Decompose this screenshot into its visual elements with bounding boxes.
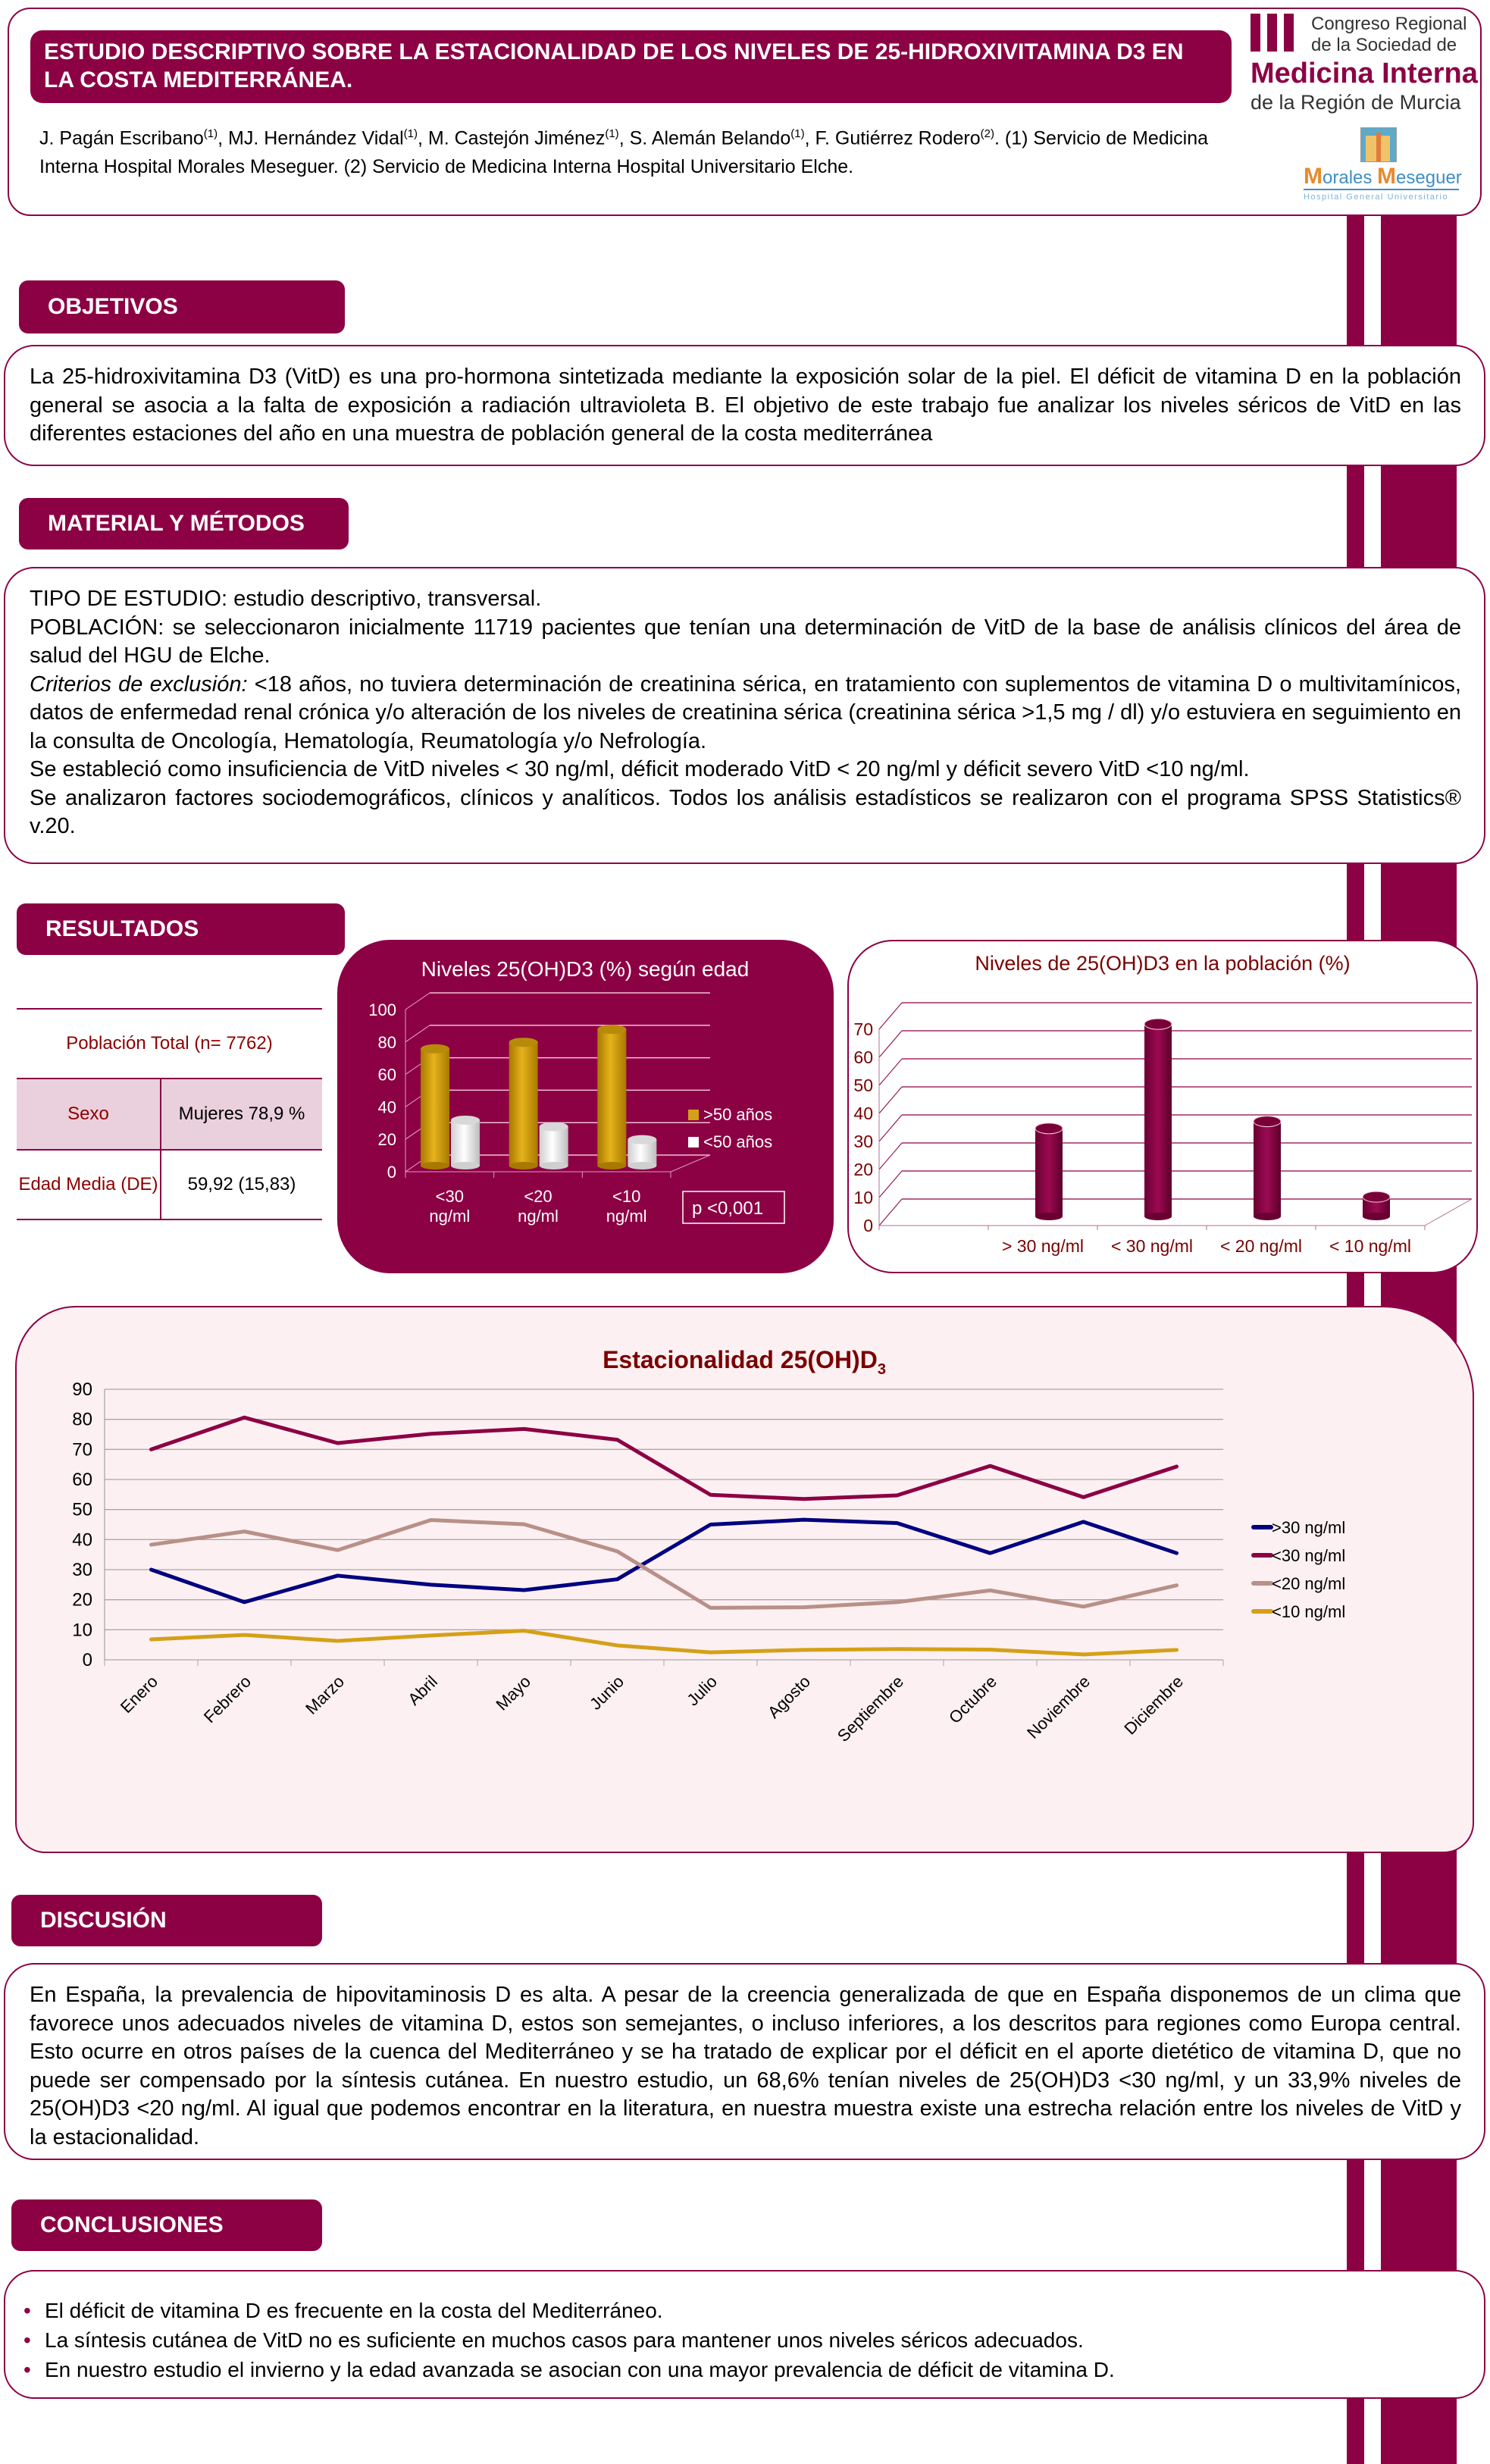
criterios xyxy=(30,671,1461,756)
grid-side-line xyxy=(405,993,430,1010)
legend-label: >30 ng/ml xyxy=(1272,1518,1346,1537)
bar-base xyxy=(1254,1213,1281,1220)
x-tick-label: Diciembre xyxy=(1120,1671,1188,1739)
bar-top xyxy=(628,1135,656,1144)
bar-base xyxy=(597,1162,626,1169)
x-tick-label: Noviembre xyxy=(1023,1671,1094,1742)
y-tick-label: 50 xyxy=(72,1499,92,1520)
x-tick-label: Junio xyxy=(586,1671,628,1714)
bar-top xyxy=(509,1038,538,1047)
floor-edge xyxy=(671,1155,710,1172)
list-item: • La síntesis cutánea de VitD no es suficiente en muchos casos para mantener unos niveles séricos adecuados. xyxy=(22,2325,1461,2355)
x-tick-label: Enero xyxy=(116,1671,162,1717)
criterios-text: <18 años, no tuviera determinación de creatinina sérica, en tratamiento con suplementos de vitamina D o multivitamínicos, datos de enfermedad renal crónica y/o alteración de los niveles de creatinina sérica (creatinina sérica >1,5 mg / dl) y/o estuviera en seguimiento en la consulta de Oncología, Hematología, Reumatología y/o Nefrología. xyxy=(30,672,1461,753)
criterios-label: Criterios de exclusión: xyxy=(30,672,248,697)
grid-side-line xyxy=(879,1171,902,1198)
y-tick-label: 0 xyxy=(863,1216,873,1235)
logo-line: de la Región de Murcia xyxy=(1251,91,1461,114)
legend-label: <20 ng/ml xyxy=(1272,1574,1346,1593)
x-tick-label: ng/ml xyxy=(518,1207,559,1226)
series-line-3 xyxy=(152,1631,1177,1655)
section-header-discusion: DISCUSIÓN xyxy=(11,1895,322,1946)
objetivos-panel xyxy=(4,345,1485,466)
x-tick-label: < 30 ng/ml xyxy=(1110,1236,1194,1256)
y-tick-label: 20 xyxy=(377,1130,396,1150)
author-affiliation-mark: (1) xyxy=(605,127,619,140)
series-line-1 xyxy=(152,1417,1177,1498)
metodos-panel xyxy=(4,567,1485,864)
y-tick-label: 10 xyxy=(72,1620,92,1641)
hospital-building-icon xyxy=(1360,127,1397,162)
bar-over50 xyxy=(421,1049,449,1166)
analisis: Se analizaron factores sociodemográficos, clínicos y analíticos. Todos los análisis estadísticos se realizaron con el programa SPSS Statistics® v.20. xyxy=(30,785,1461,838)
author: S. Alemán Belando xyxy=(629,127,791,149)
grid-side-line xyxy=(879,1199,902,1226)
series-line-0 xyxy=(152,1520,1177,1602)
row-label: Edad Media (DE) xyxy=(17,1150,161,1219)
x-tick-label: > 30 ng/ml xyxy=(1001,1236,1085,1256)
poster-title: ESTUDIO DESCRIPTIVO SOBRE LA ESTACIONALIDAD DE LOS NIVELES DE 25-HIDROXIVITAMINA D3 EN LA COSTA MEDITERRÁNEA. xyxy=(30,30,1232,103)
y-tick-label: 60 xyxy=(377,1065,396,1085)
x-tick-label: ng/ml xyxy=(606,1207,647,1226)
row-label: Sexo xyxy=(17,1079,161,1150)
author-affiliation-mark: (1) xyxy=(403,127,418,140)
bar-over50 xyxy=(509,1042,538,1166)
author: M. Castejón Jiménez xyxy=(427,127,606,149)
demographics-table xyxy=(17,1008,322,1220)
table-row xyxy=(17,1009,322,1079)
y-tick-label: 40 xyxy=(72,1529,92,1551)
tipo-estudio: TIPO DE ESTUDIO: estudio descriptivo, transversal. xyxy=(30,587,542,611)
population-chart-card xyxy=(847,940,1478,1273)
bar-over50 xyxy=(597,1029,626,1166)
grid-side-line xyxy=(879,1003,902,1029)
x-tick-label: <30 xyxy=(435,1187,464,1206)
grid-side-line xyxy=(879,1059,902,1085)
x-tick-label: Septiembre xyxy=(833,1671,908,1746)
bar xyxy=(1254,1122,1281,1216)
y-tick-label: 60 xyxy=(853,1047,873,1067)
section-header-resultados: RESULTADOS xyxy=(17,903,345,955)
season-chart-card xyxy=(15,1306,1474,1853)
table-row xyxy=(17,1079,322,1150)
legend-label: >50 años xyxy=(703,1105,773,1124)
bar-top xyxy=(540,1122,568,1132)
author-affiliation-mark: (1) xyxy=(790,127,805,140)
table-row xyxy=(17,1150,322,1219)
bar-top xyxy=(1035,1123,1063,1134)
bar-top xyxy=(1254,1116,1281,1127)
bar-under50 xyxy=(451,1120,480,1166)
insuficiencia: Se estableció como insuficiencia de VitD niveles < 30 ng/ml, déficit moderado VitD < 20 ng/ml y déficit severo VitD <10 ng/ml. xyxy=(30,757,1250,781)
list-item: • En nuestro estudio el invierno y la edad avanzada se asocian con una mayor prevalencia de déficit de vitamina D. xyxy=(22,2355,1461,2384)
chart-title-subscript: 3 xyxy=(877,1361,886,1378)
age-chart xyxy=(337,940,834,1273)
legend-label: <10 ng/ml xyxy=(1272,1602,1346,1621)
bar-top xyxy=(597,1025,626,1034)
bar-base xyxy=(1363,1213,1390,1220)
y-tick-label: 20 xyxy=(72,1589,92,1611)
bar-base xyxy=(540,1162,568,1169)
x-tick-label: Julio xyxy=(683,1671,722,1710)
y-tick-label: 40 xyxy=(853,1104,873,1123)
bar-base xyxy=(1144,1213,1172,1220)
poblacion: POBLACIÓN: se seleccionaron inicialmente 11719 pacientes que tenían una determinación de VitD de la base de análisis clínicos del área de salud del HGU de Elche. xyxy=(30,615,1461,668)
logo-word: orales xyxy=(1323,168,1378,188)
logo-line-main: Medicina Interna xyxy=(1251,58,1478,89)
y-tick-label: 50 xyxy=(853,1075,873,1095)
author: MJ. Hernández Vidal xyxy=(228,127,404,149)
logo-word: eseguer xyxy=(1396,168,1462,188)
grid-side-line xyxy=(879,1143,902,1169)
section-header-metodos: MATERIAL Y MÉTODOS xyxy=(19,498,349,549)
section-header-conclusiones: CONCLUSIONES xyxy=(11,2199,322,2251)
logo-underline xyxy=(1304,189,1459,190)
y-tick-label: 20 xyxy=(853,1160,873,1179)
y-tick-label: 70 xyxy=(72,1439,92,1461)
roman-three-icon xyxy=(1251,14,1301,55)
grid-side-line xyxy=(405,1025,430,1042)
list-item: • El déficit de vitamina D es frecuente en la costa del Mediterráneo. xyxy=(22,2296,1461,2325)
y-tick-label: 100 xyxy=(368,1000,396,1019)
grid-side-line xyxy=(879,1115,902,1141)
bar-top xyxy=(1363,1191,1390,1202)
y-tick-label: 40 xyxy=(377,1097,396,1117)
section-header-objetivos: OBJETIVOS xyxy=(19,280,345,333)
x-tick-label: Agosto xyxy=(763,1671,815,1722)
row-value: 59,92 (15,83) xyxy=(161,1150,322,1219)
logo-line: de la Sociedad de xyxy=(1311,35,1457,55)
discusion-text: En España, la prevalencia de hipovitaminosis D es alta. A pesar de la creencia generalizada de que en España disponemos de un clima que favorece unos adecuados niveles de vitamina D, estos son semejantes, o incluso inferiores, a los descritos para regiones como Europa central. Esto ocurre en otros países de la cuenca del Mediterráneo y se ha tratado de explicar por el déficit en el aporte dietético de vitamina D, que no puede ser compensado por la síntesis cutánea. En nuestro estudio, un 68,6% tenían niveles de 25(OH)D3 <30 ng/ml, y un 33,9% niveles de 25(OH)D3 <20 ng/ml. Al igual que podemos encontrar en la literatura, en nuestra muestra existe una estrecha relación entre los niveles de VitD y la estacionalidad. xyxy=(30,1983,1461,2149)
author-affiliation-mark: (1) xyxy=(203,127,218,140)
x-tick-label: Octubre xyxy=(945,1671,1001,1727)
grid-side-line xyxy=(879,1031,902,1057)
bar-top xyxy=(421,1044,449,1054)
logo-letter: M xyxy=(1304,164,1323,189)
hospital-name xyxy=(1304,164,1462,189)
age-chart-card xyxy=(337,940,834,1273)
bar-base xyxy=(1035,1213,1063,1220)
chart-title-main: Estacionalidad 25(OH)D xyxy=(603,1346,878,1373)
y-tick-label: 0 xyxy=(387,1163,396,1182)
row-value: Mujeres 78,9 % xyxy=(161,1079,322,1150)
y-tick-label: 10 xyxy=(853,1188,873,1207)
legend-swatch xyxy=(688,1110,699,1120)
bar-base xyxy=(628,1162,656,1169)
chart-title xyxy=(603,1346,886,1378)
hospital-logo xyxy=(1296,127,1463,211)
population-chart xyxy=(849,941,1476,1272)
x-tick-label: <10 xyxy=(612,1187,641,1206)
x-tick-label: < 20 ng/ml xyxy=(1219,1236,1303,1256)
author: F. Gutiérrez Rodero xyxy=(815,127,981,149)
grid-side-line xyxy=(879,1087,902,1113)
y-tick-label: 80 xyxy=(72,1409,92,1430)
chart-title: Niveles de 25(OH)D3 en la población (%) xyxy=(975,952,1351,975)
legend-label: <50 años xyxy=(703,1132,773,1151)
author-affiliation-mark: (2) xyxy=(980,127,994,140)
series-line-2 xyxy=(152,1520,1177,1608)
bar-top xyxy=(1144,1019,1172,1029)
y-tick-label: 30 xyxy=(72,1560,92,1580)
bar-under50 xyxy=(540,1127,568,1166)
y-tick-label: 30 xyxy=(853,1132,873,1151)
x-tick-label: Marzo xyxy=(302,1671,349,1718)
bar-top xyxy=(451,1116,480,1125)
hospital-subtitle: Hospital General Universitario xyxy=(1304,193,1449,202)
population-total: Población Total (n= 7762) xyxy=(17,1009,322,1079)
y-tick-label: 90 xyxy=(72,1379,92,1400)
author: J. Pagán Escribano xyxy=(39,127,204,149)
affiliations: . (1) Servicio de Medicina Interna Hospital Morales Meseguer. (2) Servicio de Medicina Interna Hospital Universitario Elche. xyxy=(39,127,1209,178)
bar xyxy=(1144,1024,1172,1216)
logo-line: Congreso Regional xyxy=(1311,14,1467,34)
x-tick-label: ng/ml xyxy=(429,1207,471,1226)
bar-base xyxy=(451,1162,480,1169)
logo-letter: M xyxy=(1377,164,1397,189)
y-tick-label: 60 xyxy=(72,1470,92,1490)
x-tick-label: Mayo xyxy=(492,1671,535,1714)
x-tick-label: Abril xyxy=(404,1671,442,1709)
legend-label: <30 ng/ml xyxy=(1272,1546,1346,1565)
conclusiones-list xyxy=(22,2296,1461,2384)
p-value: p <0,001 xyxy=(692,1198,764,1219)
x-tick-label: <20 xyxy=(524,1187,552,1206)
floor-edge xyxy=(1425,1199,1472,1226)
chart-title: Niveles 25(OH)D3 (%) según edad xyxy=(421,957,750,981)
authors: J. Pagán Escribano$^{(1)}$, MJ. Hernández Vidal$^{(1)}$, M. Castejón Jiménez$^{(1)}$, S. Alemán Belando$^{(1)}$, F. Gutiérrez Rodero$^{(2)}$. (1) Servicio de Medicina Interna Hospital Morales Meseguer. (2) Servicio de Medicina Interna Hospital Universitario Elche. xyxy=(39,127,1209,178)
conclusiones-panel xyxy=(4,2270,1485,2399)
discusion-panel xyxy=(4,1963,1485,2160)
bar-base xyxy=(421,1162,449,1169)
season-chart xyxy=(17,1307,1473,1852)
legend-swatch xyxy=(688,1137,699,1147)
bar xyxy=(1035,1129,1063,1216)
x-tick-label: Febrero xyxy=(199,1671,255,1727)
y-tick-label: 70 xyxy=(853,1019,873,1039)
y-tick-label: 80 xyxy=(377,1032,396,1052)
bar-base xyxy=(509,1162,538,1169)
x-tick-label: < 10 ng/ml xyxy=(1329,1236,1412,1256)
y-tick-label: 0 xyxy=(82,1650,92,1670)
metodos-text xyxy=(30,585,1461,841)
objetivos-text: La 25-hidroxivitamina D3 (VitD) es una pro-hormona sintetizada mediante la exposición solar de la piel. El déficit de vitamina D en la población general se asocia a la falta de exposición a radiación ultravioleta B. El objetivo de este trabajo fue analizar los niveles séricos de VitD en las diferentes estaciones del año en una muestra de población general de la costa mediterránea xyxy=(30,365,1461,446)
